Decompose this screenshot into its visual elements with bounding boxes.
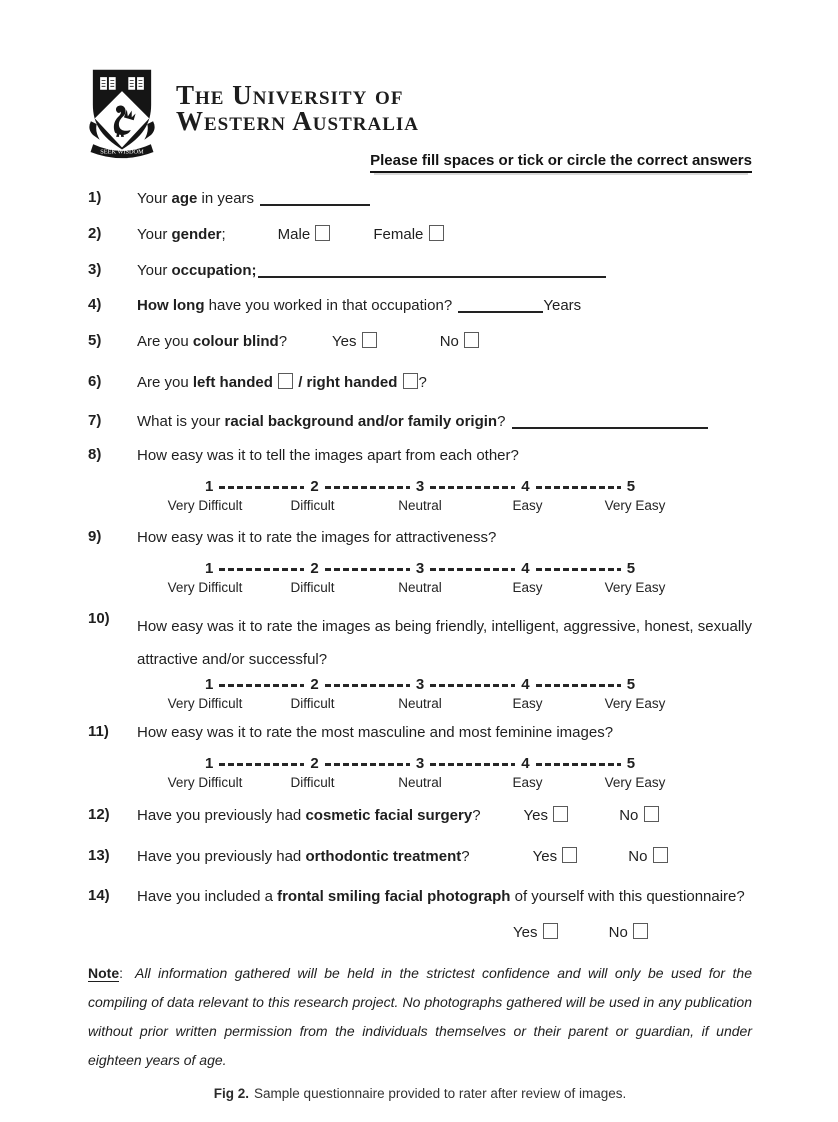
scale-point-4[interactable]: 4 — [521, 676, 530, 693]
scale-point-4[interactable]: 4 — [521, 478, 530, 495]
question-text: Yes — [523, 807, 553, 824]
question-text: ? — [418, 374, 427, 391]
questions — [88, 189, 752, 1103]
question-number: 2) — [88, 225, 102, 242]
question-text-bold: colour blind — [192, 333, 279, 350]
checkbox[interactable] — [429, 225, 444, 241]
dash-line — [430, 684, 515, 687]
dash-line — [430, 763, 515, 766]
question-line — [137, 373, 752, 393]
question-text: No — [439, 333, 464, 350]
dash-line — [325, 486, 410, 489]
scale-point-1[interactable]: 1 — [205, 478, 214, 495]
checkbox[interactable] — [644, 806, 659, 822]
question-line — [137, 189, 752, 209]
question-body — [137, 261, 752, 281]
question-row-q14 — [88, 887, 752, 943]
question-row-q6 — [88, 373, 752, 393]
question-row-q7 — [88, 412, 752, 432]
question-line — [137, 610, 752, 676]
question-number: 13) — [88, 847, 110, 864]
scale-label: Difficult — [290, 580, 335, 595]
scale-label: Difficult — [290, 775, 335, 790]
question-number: 1) — [88, 189, 102, 206]
fill-in-blank[interactable] — [458, 301, 543, 313]
spacer — [137, 936, 513, 937]
spacer — [123, 977, 135, 978]
question-body — [137, 189, 752, 209]
question-body — [137, 806, 752, 826]
question-text: Yes — [513, 924, 542, 941]
question-body — [137, 332, 752, 352]
scale-label: Easy — [512, 498, 543, 513]
spacer — [569, 819, 619, 820]
rating-scale-numbers — [205, 676, 635, 694]
dash-line — [536, 763, 621, 766]
dash-line — [325, 684, 410, 687]
question-line — [137, 446, 752, 466]
question-body — [137, 847, 752, 867]
question-number: 12) — [88, 806, 110, 823]
scale-label: Very Easy — [604, 580, 666, 595]
rating-scale-numbers — [205, 755, 635, 773]
confidentiality-note — [88, 959, 752, 1075]
university-name-line2: Western Australia — [176, 106, 419, 136]
question-number: 9) — [88, 528, 102, 545]
scale-point-5[interactable]: 5 — [626, 755, 636, 772]
uwa-crest-logo — [88, 66, 156, 161]
scale-point-1[interactable]: 1 — [205, 676, 214, 693]
dash-line — [325, 763, 410, 766]
checkbox[interactable] — [543, 923, 558, 939]
scale-point-3[interactable]: 3 — [415, 478, 425, 495]
crest-motto-text: SEEK WISDOM — [100, 148, 144, 156]
question-text: ? — [497, 413, 510, 430]
question-text: Female — [373, 226, 428, 243]
fill-in-blank[interactable] — [512, 417, 708, 429]
rating-scale-labels — [167, 774, 666, 792]
spacer — [226, 238, 278, 239]
question-text: Your — [137, 262, 172, 279]
question-text: Are you — [137, 374, 193, 391]
scale-point-2[interactable]: 2 — [310, 560, 319, 577]
dash-line — [219, 684, 304, 687]
question-text: How easy was it to tell the images apart from each other? — [137, 447, 519, 464]
scale-label: Easy — [512, 775, 543, 790]
rating-scale-numbers — [205, 478, 635, 496]
question-body — [137, 373, 752, 393]
scale-point-5[interactable]: 5 — [626, 478, 636, 495]
question-body — [137, 610, 752, 713]
question-text-bold: cosmetic facial surgery — [305, 807, 473, 824]
question-text: Yes — [532, 848, 562, 865]
question-text: Years — [543, 297, 582, 314]
dash-line — [325, 568, 410, 571]
scale-point-4[interactable]: 4 — [521, 560, 530, 577]
checkbox[interactable] — [403, 373, 418, 389]
checkbox[interactable] — [553, 806, 568, 822]
question-number: 5) — [88, 332, 102, 349]
spacer — [287, 345, 332, 346]
question-number: 4) — [88, 296, 102, 313]
spacer — [470, 860, 533, 861]
scale-point-5[interactable]: 5 — [626, 560, 636, 577]
scale-point-1[interactable]: 1 — [205, 560, 214, 577]
question-line — [137, 528, 752, 548]
question-text: Have you included a — [137, 888, 278, 905]
scale-point-3[interactable]: 3 — [415, 676, 425, 693]
question-text: ; — [221, 226, 226, 243]
question-text: in years — [197, 190, 259, 207]
scale-point-2[interactable]: 2 — [310, 676, 319, 693]
question-text: Yes — [332, 333, 361, 350]
question-text: Your — [137, 190, 172, 207]
question-number: 14) — [88, 887, 110, 904]
question-text: ? — [278, 333, 288, 350]
scale-label: Neutral — [398, 696, 442, 711]
scale-label: Very Difficult — [167, 498, 243, 513]
question-text-bold: gender — [171, 226, 222, 243]
note-text: All information gathered will be held in the strictest confidence and will only be used for the compiling of data relevant to this research project. No photographs gathered will be used in any publication without prior written permission from the individuals themselves or their parent or guardian, if under eighteen years of age. — [88, 965, 752, 1068]
question-text: ? — [461, 848, 470, 865]
dash-line — [536, 568, 621, 571]
question-text: No — [619, 807, 643, 824]
question-text: How easy was it to rate the images as being friendly, intelligent, aggressive, honest, sexually attractive and/or successful? — [137, 618, 752, 668]
rating-scale — [167, 676, 666, 713]
question-text-bold: How long — [137, 297, 205, 314]
scale-point-2[interactable]: 2 — [310, 478, 319, 495]
dash-line — [219, 763, 304, 766]
question-text: Have you previously had — [137, 807, 306, 824]
question-row-q1 — [88, 189, 752, 209]
figure-caption-text: Sample questionnaire provided to rater after review of images. — [254, 1086, 627, 1101]
dash-line — [219, 568, 304, 571]
scale-label: Very Difficult — [167, 580, 243, 595]
spacer — [559, 936, 609, 937]
rating-scale — [167, 478, 666, 515]
question-number: 7) — [88, 412, 102, 429]
spacer — [331, 238, 373, 239]
question-number: 10) — [88, 610, 110, 627]
question-text: of yourself with this questionnaire? — [510, 888, 745, 905]
scale-label: Very Easy — [604, 696, 666, 711]
rating-scale — [167, 560, 666, 597]
question-row-q10 — [88, 610, 752, 713]
question-text: How easy was it to rate the images for attractiveness? — [137, 529, 497, 546]
question-line — [137, 887, 752, 907]
figure-caption — [88, 1085, 752, 1103]
fill-in-blank[interactable] — [260, 194, 370, 206]
question-text-bold: / right handed — [294, 374, 402, 391]
spacer — [378, 345, 440, 346]
checkbox[interactable] — [562, 847, 577, 863]
checkbox[interactable] — [653, 847, 668, 863]
question-number: 8) — [88, 446, 102, 463]
scale-label: Neutral — [398, 775, 442, 790]
question-line — [137, 412, 752, 432]
question-line — [137, 806, 752, 826]
scale-point-1[interactable]: 1 — [205, 755, 214, 772]
question-text-bold: left handed — [192, 374, 278, 391]
question-text: have you worked in that occupation? — [204, 297, 457, 314]
question-text-bold: occupation; — [171, 262, 257, 279]
question-line — [137, 723, 752, 743]
checkbox[interactable] — [278, 373, 293, 389]
question-text: Your — [137, 226, 172, 243]
scale-label: Neutral — [398, 580, 442, 595]
question-number: 11) — [88, 723, 109, 740]
question-row-q3 — [88, 261, 752, 281]
question-row-q8 — [88, 446, 752, 515]
checkbox[interactable] — [633, 923, 648, 939]
scale-label: Very Easy — [604, 498, 666, 513]
question-row-q9 — [88, 528, 752, 597]
spacer — [578, 860, 628, 861]
spacer — [481, 819, 524, 820]
question-line — [137, 225, 752, 245]
question-number: 3) — [88, 261, 102, 278]
question-row-q2 — [88, 225, 752, 245]
checkbox[interactable] — [315, 225, 330, 241]
question-text: Have you previously had — [137, 848, 306, 865]
question-line — [137, 296, 752, 316]
question-line — [137, 261, 752, 281]
checkbox[interactable] — [362, 332, 377, 348]
note-separator: : — [119, 965, 124, 981]
question-text: What is your — [137, 413, 225, 430]
dash-line — [536, 486, 621, 489]
scale-label: Easy — [512, 696, 543, 711]
question-text: ? — [472, 807, 481, 824]
question-text: How easy was it to rate the most masculine and most feminine images? — [137, 724, 614, 741]
university-wordmark — [176, 82, 419, 134]
question-text: Are you — [137, 333, 193, 350]
dash-line — [219, 486, 304, 489]
scale-label: Difficult — [290, 696, 335, 711]
question-body — [137, 296, 752, 316]
rating-scale — [167, 755, 666, 792]
question-body — [137, 723, 752, 792]
question-line — [137, 847, 752, 867]
scale-label: Neutral — [398, 498, 442, 513]
university-name-line1: The University of — [176, 80, 404, 110]
answer-row — [137, 923, 752, 943]
dash-line — [430, 568, 515, 571]
figure-caption-label: Fig 2. — [213, 1086, 250, 1101]
rating-scale-numbers — [205, 560, 635, 578]
question-line — [137, 332, 752, 352]
scale-point-5[interactable]: 5 — [626, 676, 636, 693]
note-label: Note — [88, 965, 120, 981]
rating-scale-labels — [167, 695, 666, 713]
rating-scale-labels — [167, 497, 666, 515]
scale-point-3[interactable]: 3 — [415, 755, 425, 772]
question-body — [137, 446, 752, 515]
dash-line — [430, 486, 515, 489]
question-body — [137, 528, 752, 597]
question-text-bold: orthodontic treatment — [305, 848, 462, 865]
question-text-bold: racial background and/or family origin — [224, 413, 498, 430]
question-row-q5 — [88, 332, 752, 352]
question-text-bold: age — [171, 190, 198, 207]
question-row-q4 — [88, 296, 752, 316]
fill-instruction: Please fill spaces or tick or circle the correct answers — [370, 152, 752, 173]
dash-line — [536, 684, 621, 687]
question-body — [137, 887, 752, 943]
question-body — [137, 225, 752, 245]
question-text: No — [628, 848, 652, 865]
scale-label: Very Easy — [604, 775, 666, 790]
question-row-q13 — [88, 847, 752, 867]
scale-point-2[interactable]: 2 — [310, 755, 319, 772]
question-text: No — [608, 924, 632, 941]
scale-label: Very Difficult — [167, 775, 243, 790]
rating-scale-labels — [167, 579, 666, 597]
question-body — [137, 412, 752, 432]
question-number: 6) — [88, 373, 102, 390]
question-text-bold: frontal smiling facial photograph — [277, 888, 511, 905]
question-row-q11 — [88, 723, 752, 792]
scale-point-3[interactable]: 3 — [415, 560, 425, 577]
question-row-q12 — [88, 806, 752, 826]
scale-point-4[interactable]: 4 — [521, 755, 530, 772]
scale-label: Easy — [512, 580, 543, 595]
scale-label: Very Difficult — [167, 696, 243, 711]
checkbox[interactable] — [464, 332, 479, 348]
fill-in-blank[interactable] — [258, 266, 606, 278]
question-text: Male — [277, 226, 315, 243]
scale-label: Difficult — [290, 498, 335, 513]
